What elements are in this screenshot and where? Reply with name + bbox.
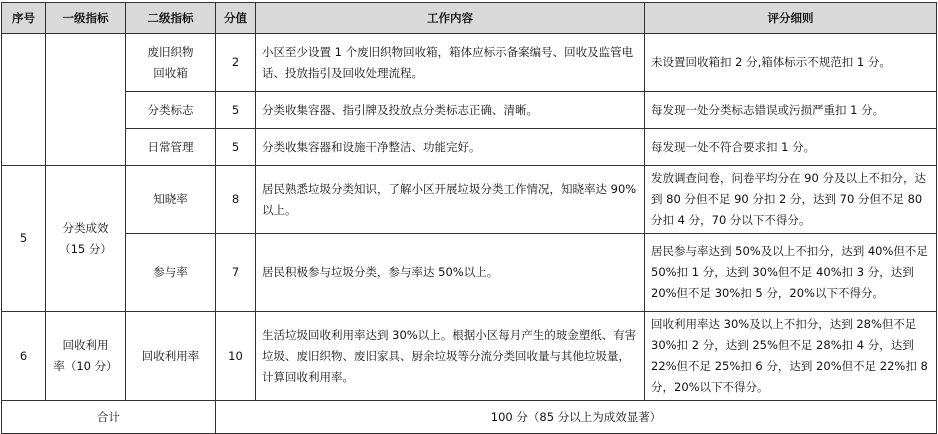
number-cell: 6 [2,312,46,401]
work-content-cell: 居民熟悉垃圾分类知识，了解小区开展垃圾分类工作情况，知晓率达 90%以上。 [256,166,645,234]
primary-indicator-cell [46,312,126,401]
header-secondary-indicator: 二级指标 [126,3,216,34]
table-row [2,234,937,312]
scoring-rule-cell: 未设置回收箱扣 2 分,箱体标示不规范扣 1 分。 [645,34,937,92]
secondary-indicator-cell: 参与率 [126,234,216,312]
total-value: 100 分（85 分以上为成效显著） [216,401,937,434]
header-work-content: 工作内容 [256,3,645,34]
total-row [2,401,937,434]
work-content-cell: 小区至少设置 1 个废旧织物回收箱，箱体应标示备案编号、回收及监管电话、投放指引及回收处理流程。 [256,34,645,92]
secondary-indicator-cell: 回收利用率 [126,312,216,401]
score-cell: 5 [216,92,256,129]
primary-indicator-text: 回收利用 率（10 分） [53,338,118,373]
primary-indicator-text: 分类成效 （15 分） [59,220,112,256]
score-cell: 2 [216,34,256,92]
score-cell: 8 [216,166,256,234]
scoring-rule-cell: 居民参与率达到 50%及以上不扣分，达到 40%但不足 50%扣 1 分，达到 30%但不足 40%扣 3 分，达到 20%但不足 30%扣 5 分，20%以下不得分。 [645,234,937,312]
scoring-rule-cell: 发放调查问卷，问卷平均分在 90 分及以上不扣分，达到 80 分但不足 90 分扣 2 分，达到 70 分但不足 80 分扣 4 分，70 分以下不得分。 [645,166,937,234]
secondary-indicator-text: 废旧织物 回收箱 [147,44,194,80]
secondary-indicator-cell: 日常管理 [126,129,216,166]
secondary-indicator-cell: 分类标志 [126,92,216,129]
primary-indicator-cell [46,166,126,312]
table-row [2,129,937,166]
header-score: 分值 [216,3,256,34]
scoring-rule-cell: 回收利用率达 30%及以上不扣分，达到 28%但不足 30%扣 2 分，达到 25%但不足 28%扣 4 分，达到 22%但不足 25%扣 6 分，达到 20%但不足 22%扣 8 分，20%以下不得分。 [645,312,937,401]
score-cell: 7 [216,234,256,312]
scoring-table [1,2,937,434]
score-cell: 5 [216,129,256,166]
work-content-cell: 分类收集容器和设施干净整洁、功能完好。 [256,129,645,166]
total-label: 合计 [2,401,216,434]
primary-cell-empty [46,34,126,166]
table-row [2,34,937,92]
header-number: 序号 [2,3,46,34]
header-scoring-rules: 评分细则 [645,3,937,34]
secondary-indicator-cell [126,34,216,92]
number-cell-empty [2,34,46,166]
table-row [2,312,937,401]
secondary-indicator-cell: 知晓率 [126,166,216,234]
scoring-rule-cell: 每发现一处分类标志错误或污损严重扣 1 分。 [645,92,937,129]
table-row [2,166,937,234]
header-primary-indicator: 一级指标 [46,3,126,34]
work-content-cell: 居民积极参与垃圾分类，参与率达 50%以上。 [256,234,645,312]
score-cell: 10 [216,312,256,401]
work-content-cell: 分类收集容器、指引牌及投放点分类标志正确、清晰。 [256,92,645,129]
scoring-rule-cell: 每发现一处不符合要求扣 1 分。 [645,129,937,166]
work-content-cell: 生活垃圾回收利用率达到 30%以上。根据小区每月产生的玻金塑纸、有害垃圾、废旧织物、废旧家具、厨余垃圾等分流分类回收量与其他垃圾量，计算回收利用率。 [256,312,645,401]
number-cell: 5 [2,166,46,312]
table-row [2,92,937,129]
header-row [2,3,937,34]
